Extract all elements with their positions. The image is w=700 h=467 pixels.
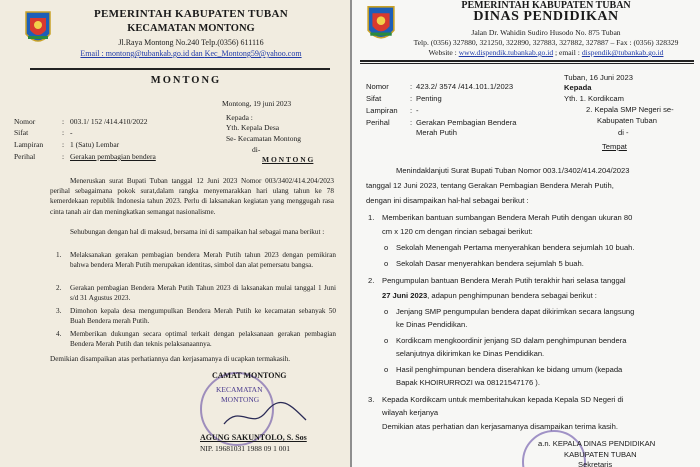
meta-value: Gerakan Pembagian Bendera bbox=[416, 118, 517, 127]
intro-line-1: Menindaklanjuti Surat Bupati Tuban Nomor 003.1/3402/414.204/2023 bbox=[396, 166, 630, 175]
signature-line-2: KABUPATEN TUBAN bbox=[564, 450, 637, 459]
meta-sep: : bbox=[62, 128, 65, 137]
item-2-line-2 bbox=[382, 290, 597, 302]
intro-line-3: dengan ini disampaikan hal-hal sebagai berikut : bbox=[366, 196, 529, 205]
recipient-line-3: di- bbox=[252, 145, 261, 154]
meta-value: - bbox=[416, 106, 419, 115]
item-2-sub-3-line-2: Bapak KHOIRURROZI wa 08121547176 ). bbox=[396, 378, 540, 387]
meta-value: Gerakan pembagian bendera bbox=[70, 152, 156, 161]
meta-label: Nomor bbox=[366, 82, 389, 91]
meta-value: 003.1/ 152 /414.410/2022 bbox=[70, 117, 148, 126]
meta-sep: : bbox=[62, 152, 65, 161]
body-paragraph-1: Meneruskan surat Bupati Tuban tanggal 12 Juni 2023 Nomor 003/3402/414.204/2023 perihal sebagaimana pokok surat,dalam rangka menyemarakkan hari ulang tahun ke 78 kemerdekaan republik Indonesia tahun 2023. Perlu di laksanakan kegiatan yang menggugah rasa cinta tanah air dan meningkatkan semangat nasionalisme. bbox=[50, 177, 334, 216]
recipient-line-2: 2. Kepala SMP Negeri se- bbox=[586, 105, 674, 114]
stamp-text-bottom: MONTONG bbox=[221, 395, 260, 404]
item-2-line-2-rest: , adapun penghimpunan bendera sebagai berikut : bbox=[427, 291, 597, 300]
meta-label: Nomor bbox=[14, 117, 36, 126]
right-letter bbox=[352, 0, 700, 467]
phone-fax: Telp. (0356) 327880, 321250, 322890, 327883, 327882, 327887 – Fax : (0356) 328329 bbox=[413, 38, 679, 47]
recipient-line-1: Yth. 1. Kordikcam bbox=[564, 94, 624, 103]
meta-sep: : bbox=[410, 82, 413, 91]
recipient-line-4: M O N T O N G bbox=[262, 155, 314, 164]
recipient-line-2: Se- Kecamatan Montong bbox=[226, 134, 301, 143]
signature-scribble bbox=[220, 400, 310, 434]
meta-label: Sifat bbox=[14, 128, 29, 137]
meta-label: Perihal bbox=[366, 118, 390, 127]
stamp-text-top: KECAMATAN bbox=[216, 385, 263, 394]
item-3-line-1: Kepada Kordikcam untuk memberitahukan kepada Kepala SD Negeri di bbox=[382, 395, 624, 404]
intro-line-2: tanggal 12 Juni 2023, tentang Gerakan Pembagian Bendera Merah Putih, bbox=[366, 181, 614, 190]
meta-sep: : bbox=[62, 117, 65, 126]
item-1-line-1: Memberikan bantuan sumbangan Bendera Merah Putih dengan ukuran 80 bbox=[382, 213, 633, 222]
email-and: dan bbox=[189, 49, 205, 58]
header-rule-thin bbox=[360, 63, 694, 64]
list-text: Memberikan dukungan secara optimal terkait dengan pelaksanaan gerakan pembagian Bendera Merah Putih dan teknis pelaksanaannya. bbox=[70, 330, 336, 349]
list-number: 3. bbox=[56, 307, 62, 315]
signature-line-1: a.n. KEPALA DINAS PENDIDIKAN bbox=[538, 439, 656, 448]
closing-text: Demikian disampaikan atas perhatiannya dan kerjasamanya di ucapkan termakasih. bbox=[50, 355, 291, 363]
email-label: ; email : bbox=[553, 48, 582, 57]
government-name: PEMERINTAH KABUPATEN TUBAN bbox=[94, 8, 288, 20]
email-link-2[interactable]: Kec_Montong59@yahoo.com bbox=[204, 49, 302, 58]
item-2-sub-3-line-1: Hasil penghimpunan bendera diserahkan ke bidang umum (kepada bbox=[396, 365, 623, 374]
letterhead bbox=[0, 8, 352, 58]
list-number: 1. bbox=[56, 251, 62, 259]
header-rule bbox=[360, 60, 694, 62]
bullet-icon: o bbox=[384, 259, 389, 268]
item-2-sub-1-line-2: ke Dinas Pendidikan. bbox=[396, 320, 468, 329]
bullet-icon: o bbox=[384, 307, 389, 316]
signatory-name: AGUNG SAKUNTOLO, S. Sos bbox=[200, 433, 307, 442]
meta-value: Penting bbox=[416, 94, 442, 103]
item-2-sub-2-line-1: Kordikcam mengkoordinir jenjang SD dalam penghimpunan bendera bbox=[396, 336, 627, 345]
item-2-line-1: Pengumpulan bantuan Bendera Merah Putih terakhir hari selasa tanggal bbox=[382, 276, 626, 285]
place-date: Tuban, 16 Juni 2023 bbox=[564, 73, 633, 82]
office-address: Jl.Raya Montong No.240 Telp.(0356) 611116 bbox=[118, 38, 264, 47]
item-1-sub-1: Sekolah Menengah Pertama menyerahkan bendera sejumlah 10 buah. bbox=[396, 243, 635, 252]
meta-perihal-line-2: Merah Putih bbox=[416, 128, 457, 137]
letter-title: MONTONG bbox=[150, 75, 222, 86]
list-text: Gerakan pembagian Bendera Merah Putih Tahun 2023 di laksanakan mulai tanggal 1 Juni s/d 31 Agustus 2023. bbox=[70, 284, 336, 303]
header-rule bbox=[30, 68, 330, 70]
email-label: Email : bbox=[80, 49, 106, 58]
meta-sep: : bbox=[410, 94, 413, 103]
signature-line-3: Sekretaris bbox=[578, 460, 613, 467]
meta-value: - bbox=[70, 128, 73, 137]
meta-sep: : bbox=[62, 140, 65, 149]
meta-label: Lampiran bbox=[366, 106, 398, 115]
website-email bbox=[392, 48, 700, 57]
closing-text: Demikian atas perhatian dan kerjasamanya disampaikan terima kasih. bbox=[382, 422, 618, 431]
list-number: 4. bbox=[56, 330, 62, 338]
recipient-label: Kepada : bbox=[226, 113, 253, 122]
email-link[interactable]: dispendik@tubankab.go.id bbox=[581, 48, 664, 57]
recipient-line-5: Tempat bbox=[602, 142, 627, 151]
item-3-number: 3. bbox=[368, 395, 375, 404]
list-text: Melaksanakan gerakan pembagian bendera Merah Putih tahun 2023 dengan pemikiran bahwa bendera Merah Putih merupakan identitas, simbol dan alat pemersatu bangsa. bbox=[70, 251, 336, 270]
meta-label: Sifat bbox=[366, 94, 382, 103]
recipient-line-4: di - bbox=[618, 128, 629, 137]
body-paragraph-2: Sehubungan dengan hal di maksud, bersama ini di sampaikan hal sebagai mana berikut : bbox=[70, 228, 325, 236]
item-2-number: 2. bbox=[368, 276, 375, 285]
item-1-sub-2: Sekolah Dasar menyerahkan bendera sejumlah 5 buah. bbox=[396, 259, 584, 268]
bullet-icon: o bbox=[384, 336, 389, 345]
meta-sep: : bbox=[410, 118, 413, 127]
item-2-sub-2-line-2: selanjutnya dikirimkan ke Dinas Pendidikan. bbox=[396, 349, 545, 358]
meta-sep: : bbox=[410, 106, 413, 115]
meta-value: 1 (Satu) Lembar bbox=[70, 140, 120, 149]
item-2-sub-1-line-1: Jenjang SMP pengumpulan bendera dapat dikirimkan secara langsung bbox=[396, 307, 635, 316]
office-address: Jalan Dr. Wahidin Sudiro Husodo No. 875 Tuban bbox=[471, 28, 621, 37]
government-name: PEMERINTAH KABUPATEN TUBAN bbox=[461, 0, 631, 11]
recipient-line-1: Yth. Kepala Desa bbox=[226, 123, 280, 132]
signatory-nip: NIP. 19681031 1988 09 1 001 bbox=[200, 444, 291, 453]
signatory-role: CAMAT MONTONG bbox=[212, 371, 287, 380]
district-name: KECAMATAN MONTONG bbox=[127, 23, 255, 34]
bullet-icon: o bbox=[384, 365, 389, 374]
item-3-line-2: wilayah kerjanya bbox=[382, 408, 439, 417]
agency-name: DINAS PENDIDIKAN bbox=[473, 9, 619, 24]
website-label: Website : bbox=[428, 48, 459, 57]
deadline-date: 27 Juni 2023 bbox=[382, 291, 428, 300]
list-text: Dimohon kepala desa mengumpulkan Bendera Merah Putih ke kecamatan sebanyak 50 Buah Bendera merah Putih. bbox=[70, 307, 336, 326]
recipient-label: Kepada bbox=[564, 83, 592, 92]
email-link-1[interactable]: montong@tubankab.go.id bbox=[105, 49, 190, 58]
item-1-line-2: cm x 120 cm dengan rincian sebagai berikut: bbox=[382, 227, 533, 236]
meta-label: Perihal bbox=[14, 152, 36, 161]
bullet-icon: o bbox=[384, 243, 389, 252]
website-link[interactable]: www.dispendik.tubankab.go.id bbox=[458, 48, 554, 57]
email-line bbox=[30, 49, 352, 58]
list-number: 2. bbox=[56, 284, 62, 292]
meta-value: 423.2/ 3574 /414.101.1/2023 bbox=[416, 82, 514, 91]
meta-label: Lampiran bbox=[14, 140, 44, 149]
place-date: Montong, 19 juni 2023 bbox=[222, 99, 292, 108]
item-1-number: 1. bbox=[368, 213, 375, 222]
recipient-line-3: Kabupaten Tuban bbox=[597, 116, 657, 125]
